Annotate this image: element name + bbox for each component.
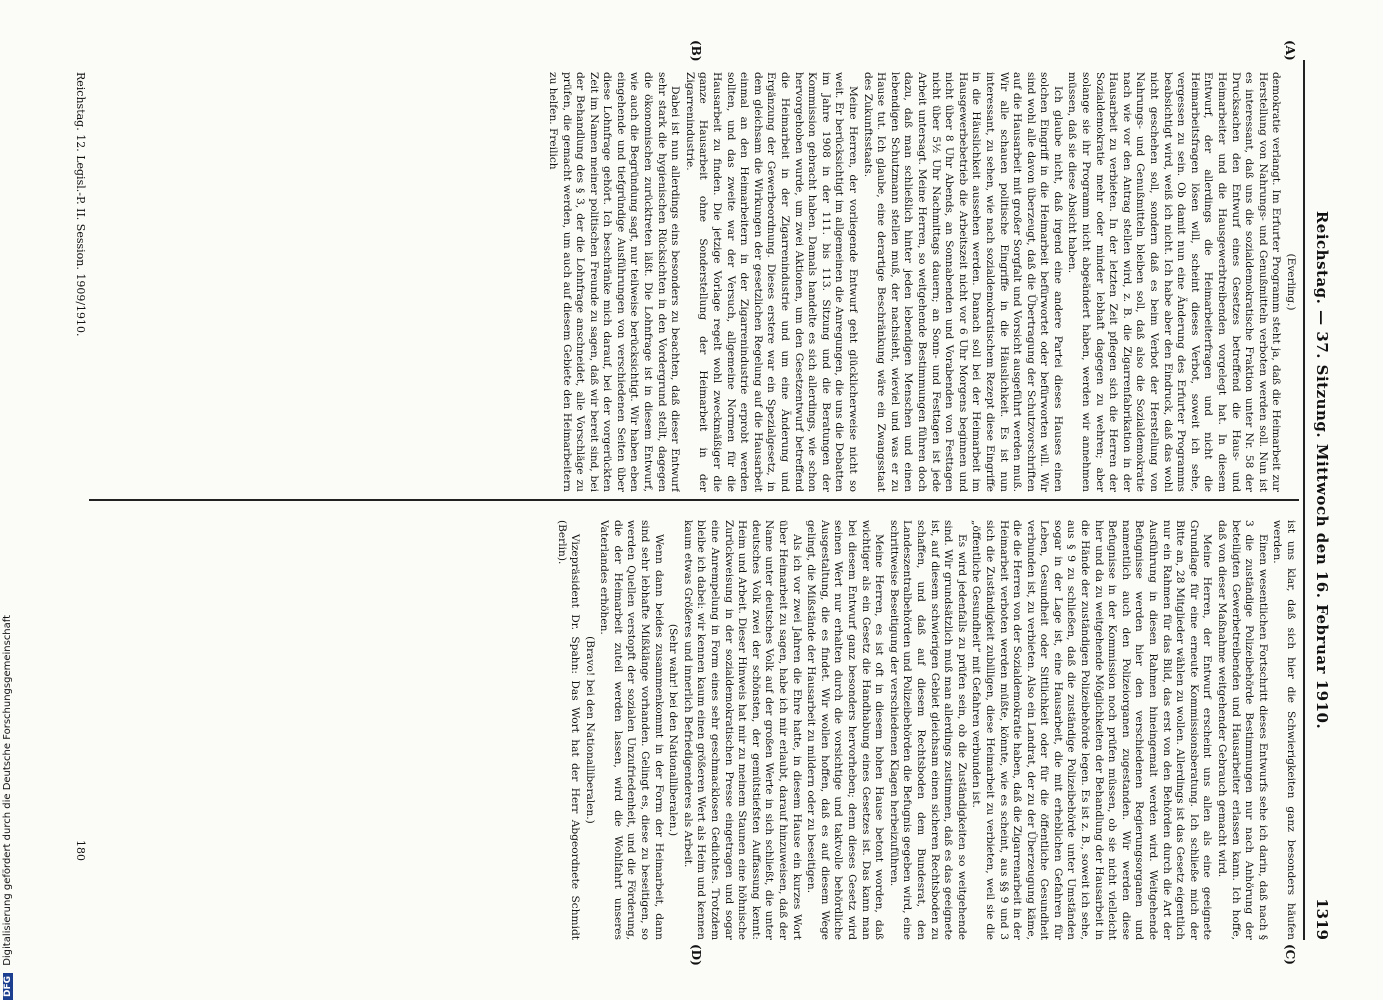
dfg-logo-icon: DFG bbox=[3, 973, 13, 1000]
left-column bbox=[92, 72, 1297, 492]
margin-label-d: (D) bbox=[689, 944, 703, 966]
margin-label-c: (C) bbox=[1283, 944, 1297, 965]
speaker-name: (Everling.) bbox=[1285, 253, 1297, 311]
margin-label-b: (B) bbox=[689, 40, 703, 62]
right-paragraph-4: Es wird jedenfalls zu prüfen sein, ob die Zuständigkeiten so weitgehende sind. Wir grundsätzlich muß man allerdings zustimmen, daß es das geeignete ist, auf diesem schwierigen Gebiet gleichsam einen sicheren Rechtsboden zu schaffen, und daß auf diesem Rechtsboden dem Bundesrat, den Landeszentralbehörden und Polizeibehörden die Befugnis gegeben wird, eine schrittweise Beseitigung der verschiedenen Klagen herbeizuführen. bbox=[887, 520, 968, 940]
left-paragraph-1: demokratie verlangt. Im Erfurter Programm steht ja, daß die Heimarbeit zur Herstellung von Nahrungs- und Genußmitteln verboten werden soll. Nun ist es interessant, daß uns die sozialdemokratische Fraktion unter Nr. 58 der Drucksachen den Entwurf eines Gesetzes betreffend die Haus- und Heimarbeiter und die Hausgewerbtreibenden vorgelegt hat. In diesem Entwurf, der allerdings die Heimarbeiterfragen und nicht die Heimarbeitsfragen lösen will, scheint dieses Verbot, soweit ich sehe, vergessen zu sein. Ob damit nun eine Änderung des Erfurter Programms beabsichtigt wird, weiß ich nicht. Ich habe aber den Eindruck, daß das wohl nicht geschehen soll, sondern daß es beim Verbot der Herstellung von Nahrungs- und Genußmitteln bleiben soll, daß also die Sozialdemokratie nach wie vor den Antrag stellen wird, z. B. die Zigarrenfabrikation in der Hausarbeit zu verbieten. In der letzten Zeit pflegen sich die Herren der Sozialdemokratie mehr oder minder lebhaft dagegen zu wehren; aber solange sie ihr Programm nicht abgeändert haben, werden wir annehmen müssen, daß sie diese Absicht haben. bbox=[1066, 72, 1283, 492]
page-number: 1319 bbox=[1313, 898, 1331, 940]
right-column bbox=[92, 520, 1297, 940]
footer-sheet-number: 180 bbox=[74, 840, 87, 861]
header-rule bbox=[1303, 60, 1305, 940]
interjection-1: (Sehr wahr! bei den Nationalliberalen.) bbox=[667, 623, 680, 837]
right-paragraph-3: Meine Herren, der Entwurf erscheint uns allen als eine geeignete Grundlage für eine erneute Kommissionsberatung. Ich schließe mich der Bitte an, 28 Mitglieder wählen zu wollen. Allerdings ist das Gesetz eigentlich nur ein Rahmen für das Bild, das erst von den Behörden durch die Art der Ausführung in diesen Rahmen hineingemalt werden wird. Weitgehende Befugnisse werden hier den verschiedenen Regierungsorganen und namentlich auch den Polizeiorganen zugestanden. Wir werden diese Befugnisse in der Kommission noch prüfen müssen, ob sie nicht vielleicht hier und da zu weitgehende Möglichkeiten der Behandlung der Hausarbeit in die Hände der zuständigen Polizeibehörde legen. Es ist z. B., soweit ich sehe, aus § 9 zu schließen, daß die zuständige Polizeibehörde unter Umständen sogar in der Lage ist, eine Hausarbeit, die mit erheblichen Gefahren für Leben, Gesundheit oder Sittlichkeit oder für die öffentliche Gesundheit verbunden ist, zu verbieten. Also ein Landrat, der zu der Überzeugung käme, die die Herren von der Sozialdemokratie haben, daß die Zigarrenarbeit in der Heimarbeit verboten werden müßte, könnte, wie es scheint, aus §§ 9 und 3 sich die Zuständigkeit zubilligen, diese Heimarbeit zu verbieten, weil sie die „öffentliche Gesundheit“ mit Gefahren verbunden ist. bbox=[970, 520, 1214, 940]
margin-label-a: (A) bbox=[1283, 40, 1297, 61]
right-paragraph-7: Wenn dann beides zusammenkommt in der Form der Heimarbeit, dann sind sehr lebhafte Mißklänge vorhanden. Gelingt es, diese zu beseitigen, so werden Quellen verstopft der sozialen Unzufriedenheit, und die Förderung, die der Heimarbeit zuteil werden lassen, wird die Wohlfahrt unseres Vaterlandes erhöhen. bbox=[598, 520, 665, 940]
right-paragraph-5: Meine Herren, es ist oft in diesem hohen Hause betont worden, daß wichtiger als ein Gesetz die Handhabung eines Gesetzes ist. Das kann man bei diesem Entwurf ganz besonders hervorheben; denn dieses Gesetz wird seinen Wert nur erhalten durch die vorsichtige und taktvolle behördliche Ausgestaltung, die es findet. Wir wollen hoffen, daß es auf diesem Wege gelingt, die Mißstände der Hausarbeit zu mildern oder zu beseitigen. bbox=[805, 520, 886, 940]
digitization-credit bbox=[2, 10, 16, 1000]
right-paragraph-1: ist uns klar, daß sich hier die Schwierigkeiten ganz besonders häufen werden. bbox=[1271, 520, 1297, 940]
page-header bbox=[1307, 60, 1331, 940]
running-title: Reichstag. — 37. Sitzung. Mittwoch den 16. Februar 1910. bbox=[1313, 210, 1331, 730]
credit-text: Digitalisierung gefördert durch die Deutsche Forschungsgemeinschaft bbox=[2, 614, 13, 966]
left-paragraph-2: Ich glaube nicht, daß irgend eine andere Partei dieses Hauses einen solchen Eingriff in die Heimarbeit befürwortet oder befürworten will. Wir sind wohl alle davon überzeugt, daß die Übertragung der Schutzvorschriften auf die Hausarbeit mit großer Sorgfalt und Vorsicht ausgeführt werden muß. Wir alle schauen politische Eingriffe in die Häuslichkeit. Es ist nun interessant, zu sehen, wie nach sozialdemokratischem Rezept diese Eingriffe in die Häuslichkeit aussehen werden. Danach soll bei der Heimarbeit im Hausgewerbebetrieb die Arbeitszeit nicht vor 6 Uhr Morgens beginnen und nicht über 8 Uhr Abends, an Sonnabenden und Vorabenden von Festtagen nicht über 5½ Uhr Nachmittags dauern; an Sonn- und Festtagen ist jede Arbeit untersagt. Meine Herren, so weitgehende Bestimmungen führen doch dazu, daß man schließlich hinter jeden lebendigen Menschen und einen lebendigen Schutzmann stellen muß, der nachsieht, wieviel und was er zu Hause tut. Ich glaube, eine derartige Beschränkung wäre ein Zwangsstaat des Zukunftsstaats. bbox=[861, 72, 1064, 492]
vice-president-remark: Vizepräsident Dr. Spahn: Das Wort hat der Herr Abgeordnete Schmidt (Berlin). bbox=[555, 520, 582, 940]
left-paragraph-4: Dabei ist nun allerdings eins besonders zu beachten, daß dieser Entwurf sehr stark die hygienischen Rücksichten in den Vordergrund stellt, dagegen die ökonomischen zurücktreten läßt. Die Lohnfrage ist in diesem Entwurf, wie auch die Begründung sagt, nur teilweise berücksichtigt. Wir haben eben eingehende und tiefgründige Ausführungen von verschiedenen Seiten über diese Lohnfrage gehört. Ich beschränke mich darauf, bei der vorgerückten Zeit im Namen meiner politischen Freunde zu sagen, daß wir bereit sind, bei der Behandlung des § 3, der die Lohnfrage anschneidet, alle Vorschläge zu prüfen, die gemacht werden, um auch auf diesem Gebiete den Heimarbeitern zu helfen. Freilich bbox=[546, 72, 682, 492]
right-paragraph-2: Einen wesentlichen Fortschritt dieses Entwurfs sehe ich darin, daß nach § 3 die zuständige Polizeibehörde Bestimmungen nur nach Anhörung der beteiligten Gewerbetreibenden und Hausarbeiter erlassen kann. Ich hoffe, daß von dieser Maßnahme weitgehender Gebrauch gemacht wird. bbox=[1216, 520, 1269, 940]
right-paragraph-6: Als ich vor zwei Jahren die Ehre hatte, in diesem Hause ein kurzes Wort über Heimarbeit zu sagen, habe ich mir erlaubt, darauf hinzuweisen, daß der Name unter deutsches Volk auf der großen Werte in sich schließt, die unter deutsches Volk zwei der schönsten, der gemütstiefsten Auffassung kennt: Heim und Arbeit. Dieser Hinweis hat mir zu meinem Staunen eine höhnische Zurückweisung in der sozialdemokratischen Presse eingetragen und sogar eine Anrempelung in Form eines sehr geschmacklosen Gedichtes. Trotzdem bleibe ich dabei: wir kennen kaum einen größeren Wert als Heim und kennen kaum etwas Größeres und innerlich Befriedigenderes als Arbeit. bbox=[681, 520, 803, 940]
interjection-2: (Bravo! bei den Nationalliberalen.) bbox=[583, 636, 596, 824]
footer-session: Reichstag. 12. Legisl.-P. II. Session. 1909/1910. bbox=[74, 72, 87, 337]
left-paragraph-3: Meine Herren, der vorliegende Entwurf geht glücklicherweise nicht so weit. Er berücksichtigt im allgemeinen die Anregungen, die uns die Debatten im Jahre 1908 in der 111. bis 113. Sitzung und die Beratungen der Kommission gebracht haben. Damals handelte es sich allerdings, wie schon hervorgehoben wurde, um zwei Aktionen, um den Gesetzentwurf betreffend die Heimarbeit in der Zigarrenindustrie und um eine Änderung und Ergänzung der Gewerbeordnung. Dieses erstere war ein Spezialgesetz, in dem gleichsam die Wirkungen der gesetzlichen Regelung auf die Hausarbeit einmal an den Heimarbeitern in der Zigarrenindustrie erprobt werden sollten, und das zweite war der Versuch, allgemeine Normen für die Hausarbeit zu finden. Die jetzige Vorlage regelt wohl zweckmäßiger die ganze Hausarbeit ohne Sonderstellung der Heimarbeit in der Zigarrenindustrie. bbox=[683, 72, 859, 492]
column-divider bbox=[89, 499, 1299, 501]
